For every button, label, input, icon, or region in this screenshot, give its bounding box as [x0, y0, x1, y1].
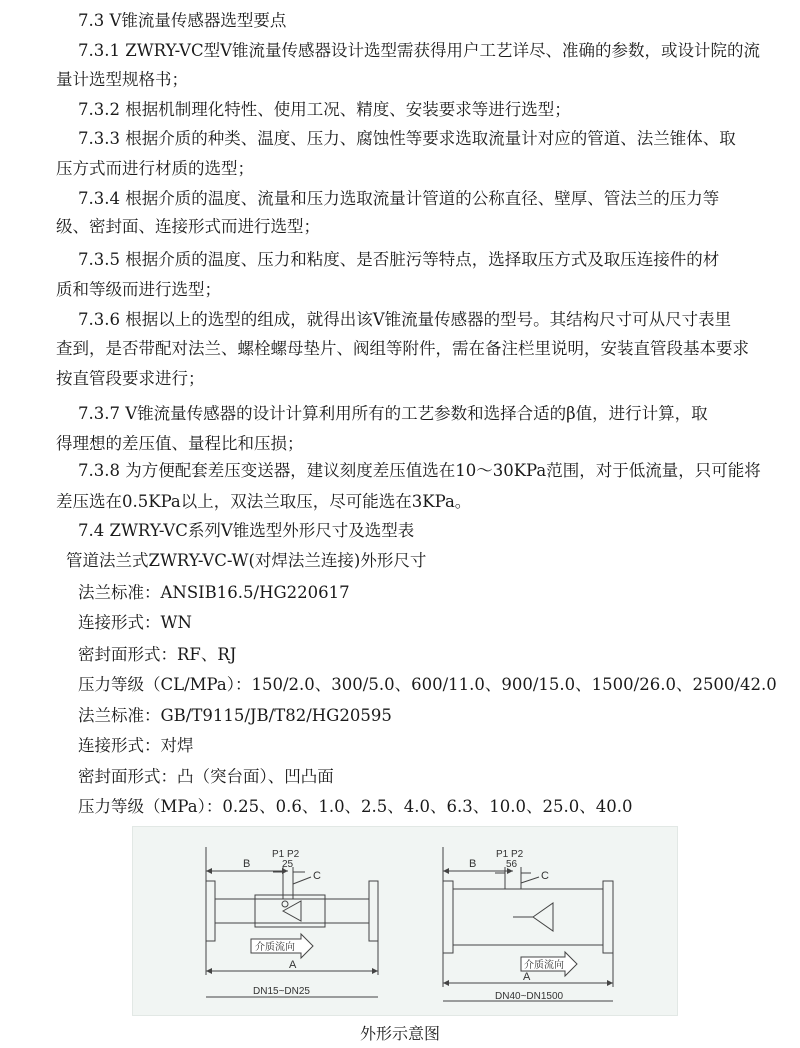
- left-p1p2-label: P1 P2: [272, 849, 300, 860]
- left-flow-direction-label: 介质流向: [255, 942, 295, 953]
- para-7-3-6-line3: 按直管段要求进行；: [56, 369, 205, 388]
- figure-caption: 外形示意图: [359, 1024, 440, 1043]
- left-dim-b-label: B: [243, 858, 251, 870]
- left-dn-range-label: DN15~DN25: [253, 986, 310, 997]
- right-dim-b-label: B: [469, 858, 477, 870]
- para-7-3-1-line1: 7.3.1 ZWRY-VC型V锥流量传感器设计选型需获得用户工艺详尽、准确的参数，或设计院的流: [78, 41, 760, 60]
- spec-seal-face-raised: 密封面形式：凸（突台面）、凹凸面: [78, 767, 334, 786]
- outline-diagram-svg: [133, 827, 677, 1015]
- left-dim-25-label: 25: [282, 859, 294, 870]
- spec-seal-face-rf-rj: 密封面形式：RF、RJ: [78, 645, 237, 664]
- para-7-3-8-line2: 差压选在0.5KPa以上，双法兰取压，尽可能选在3KPa。: [56, 492, 472, 511]
- pipe-flange-title: 管道法兰式ZWRY-VC-W(对焊法兰连接)外形尺寸: [66, 551, 427, 570]
- para-7-3-7-line1: 7.3.7 V锥流量传感器的设计计算利用所有的工艺参数和选择合适的β值，进行计算，取: [78, 404, 708, 423]
- left-dim-a-label: A: [289, 959, 297, 971]
- right-flow-direction-label: 介质流向: [524, 960, 564, 971]
- left-dim-c-label: C: [313, 870, 321, 882]
- right-p1p2-label: P1 P2: [496, 849, 524, 860]
- para-7-3-1-line2: 量计选型规格书；: [56, 70, 188, 89]
- section-7-4-title: 7.4 ZWRY-VC系列V锥选型外形尺寸及选型表: [78, 521, 415, 540]
- para-7-3-4-line1: 7.3.4 根据介质的温度、流量和压力选取流量计管道的公称直径、壁厚、管法兰的压力等: [78, 189, 720, 208]
- spec-connection-wn: 连接形式：WN: [78, 613, 192, 632]
- para-7-3-5-line1: 7.3.5 根据介质的温度、压力和粘度、是否脏污等特点，选择取压方式及取压连接件的材: [78, 250, 720, 269]
- para-7-3-5-line2: 质和等级而进行选型；: [56, 280, 221, 299]
- spec-flange-standard-gb: 法兰标准：GB/T9115/JB/T82/HG20595: [78, 706, 392, 725]
- para-7-3-6-line1: 7.3.6 根据以上的选型的组成，就得出该V锥流量传感器的型号。其结构尺寸可从尺寸表里: [78, 310, 732, 329]
- outline-diagram: [132, 826, 678, 1016]
- right-dim-56-label: 56: [506, 859, 518, 870]
- right-dn-range-label: DN40~DN1500: [495, 991, 564, 1002]
- spec-flange-standard-ansi: 法兰标准：ANSIB16.5/HG220617: [78, 583, 350, 602]
- spec-connection-weld: 连接形式：对焊: [78, 736, 194, 755]
- para-7-3-4-line2: 级、密封面、连接形式而进行选型；: [56, 217, 320, 236]
- right-dim-a-label: A: [523, 971, 531, 983]
- spec-pressure-class-cl: 压力等级（CL/MPa）：150/2.0、300/5.0、600/11.0、900/15.0、1500/26.0、2500/42.0: [78, 675, 777, 694]
- para-7-3-3-line2: 压方式而进行材质的选型；: [56, 159, 254, 178]
- para-7-3-6-line2: 查到，是否带配对法兰、螺栓螺母垫片、阀组等附件，需在备注栏里说明，安装直管段基本要求: [56, 339, 749, 358]
- section-7-3-title: 7.3 V锥流量传感器选型要点: [78, 11, 287, 30]
- right-dim-c-label: C: [541, 870, 549, 882]
- spec-pressure-class-mpa: 压力等级（MPa）：0.25、0.6、1.0、2.5、4.0、6.3、10.0、25.0、40.0: [78, 797, 633, 816]
- para-7-3-8-line1: 7.3.8 为方便配套差压变送器，建议刻度差压值选在10～30KPa范围，对于低流量，只可能将: [78, 461, 761, 480]
- para-7-3-7-line2: 得理想的差压值、量程比和压损；: [56, 434, 304, 453]
- para-7-3-2: 7.3.2 根据机制理化特性、使用工况、精度、安装要求等进行选型；: [78, 100, 571, 119]
- para-7-3-3-line1: 7.3.3 根据介质的种类、温度、压力、腐蚀性等要求选取流量计对应的管道、法兰锥体、取: [78, 129, 736, 148]
